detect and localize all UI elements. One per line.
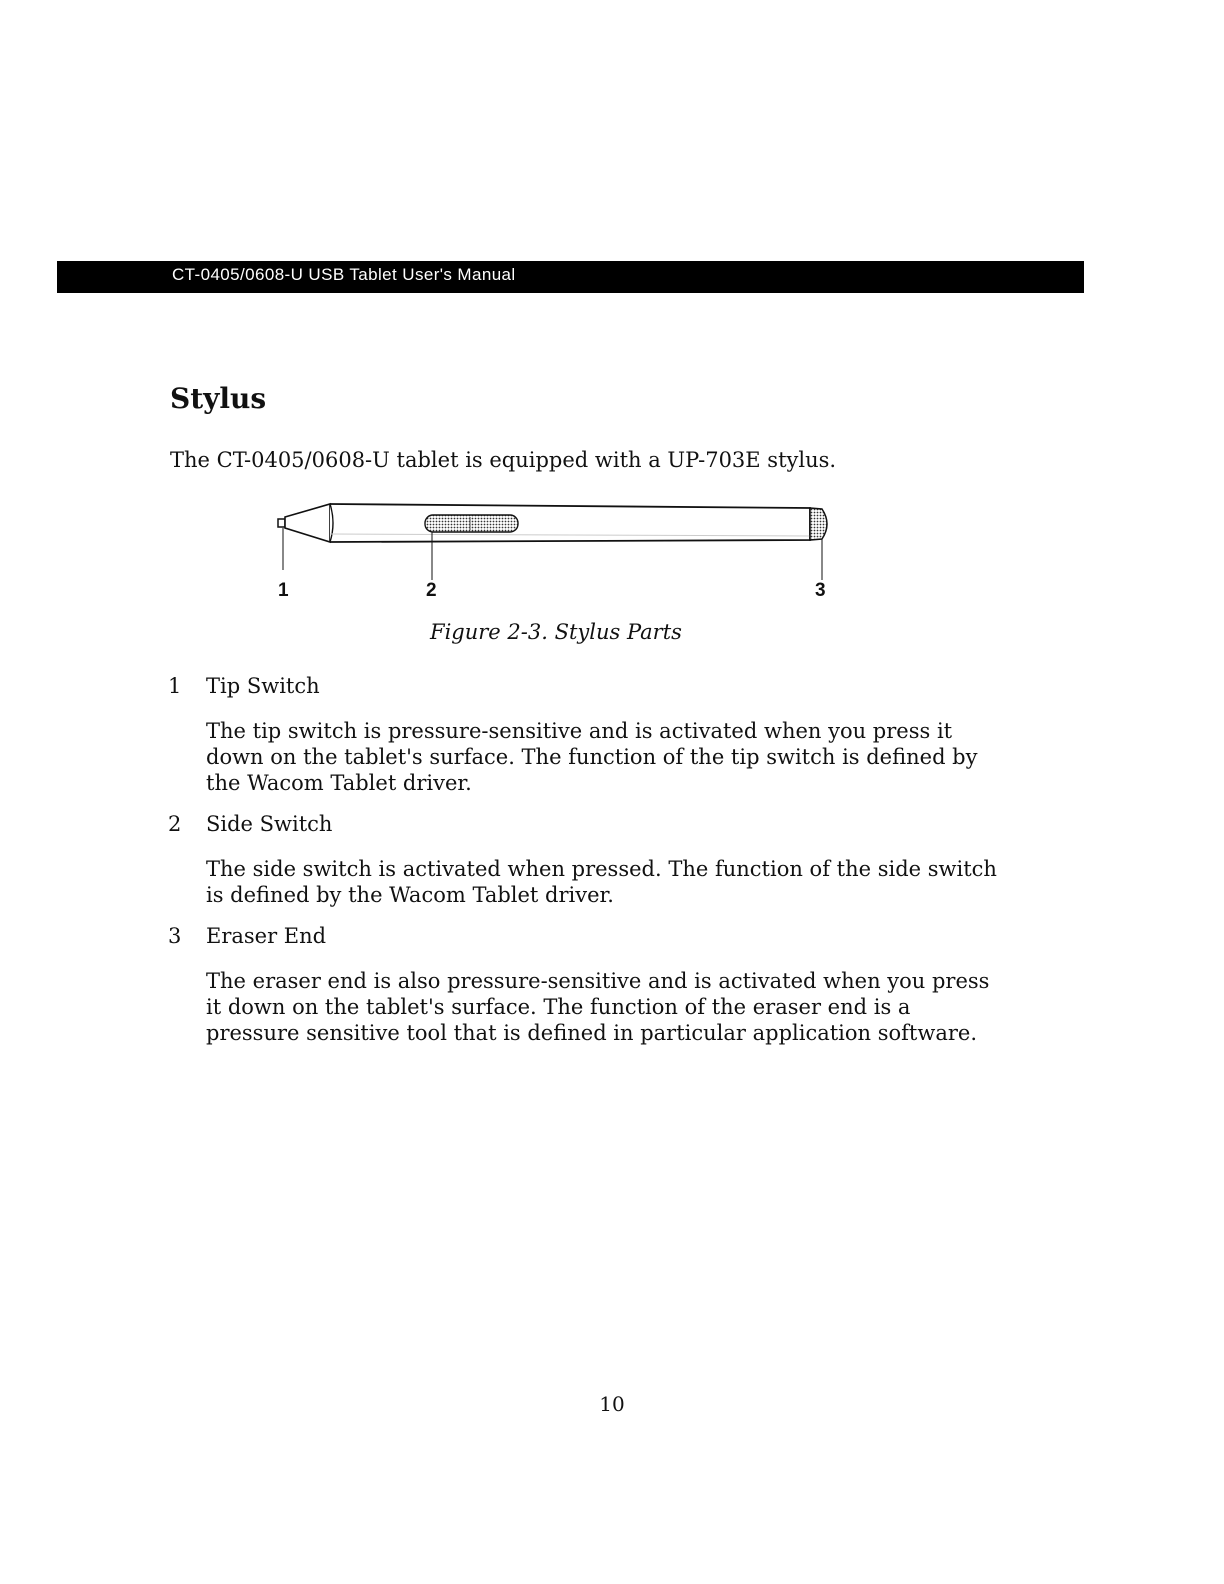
item-body-tip-switch: The tip switch is pressure-sensitive and is activated when you press it down on the tablet's surface. The function of the tip switch is defined by the Wacom Tablet driver.: [206, 719, 978, 795]
item-heading-eraser-end: Eraser End: [206, 924, 327, 948]
item-heading-side-switch: Side Switch: [206, 812, 333, 836]
item-number: 2: [168, 812, 182, 836]
eraser-end: [810, 508, 827, 540]
manual-title: CT-0405/0608-U USB Tablet User's Manual: [172, 265, 516, 284]
page-number: 10: [599, 1392, 625, 1416]
item-body-eraser-end: The eraser end is also pressure-sensitive and is activated when you press it down on the tablet's surface. The function of the eraser end is a pressure sensitive tool that is defined in particular application software.: [206, 969, 990, 1045]
callout-2: 2: [426, 580, 437, 601]
item-body-side-switch: The side switch is activated when pressed. The function of the side switch is defined by the Wacom Tablet driver.: [206, 857, 997, 907]
header-bar: [57, 261, 1084, 293]
stylus-illustration: [270, 490, 850, 615]
item-number: 1: [168, 674, 182, 698]
item-heading-tip-switch: Tip Switch: [206, 674, 320, 698]
side-switch: [425, 515, 518, 532]
stylus-barrel: [330, 504, 810, 542]
figure-caption: Figure 2-3. Stylus Parts: [430, 620, 682, 644]
intro-paragraph: The CT-0405/0608-U tablet is equipped with a UP-703E stylus.: [170, 448, 837, 472]
callout-1: 1: [278, 580, 289, 601]
callout-3: 3: [815, 580, 826, 601]
section-title: Stylus: [170, 382, 267, 415]
item-number: 3: [168, 924, 182, 948]
stylus-tip: [278, 504, 330, 542]
